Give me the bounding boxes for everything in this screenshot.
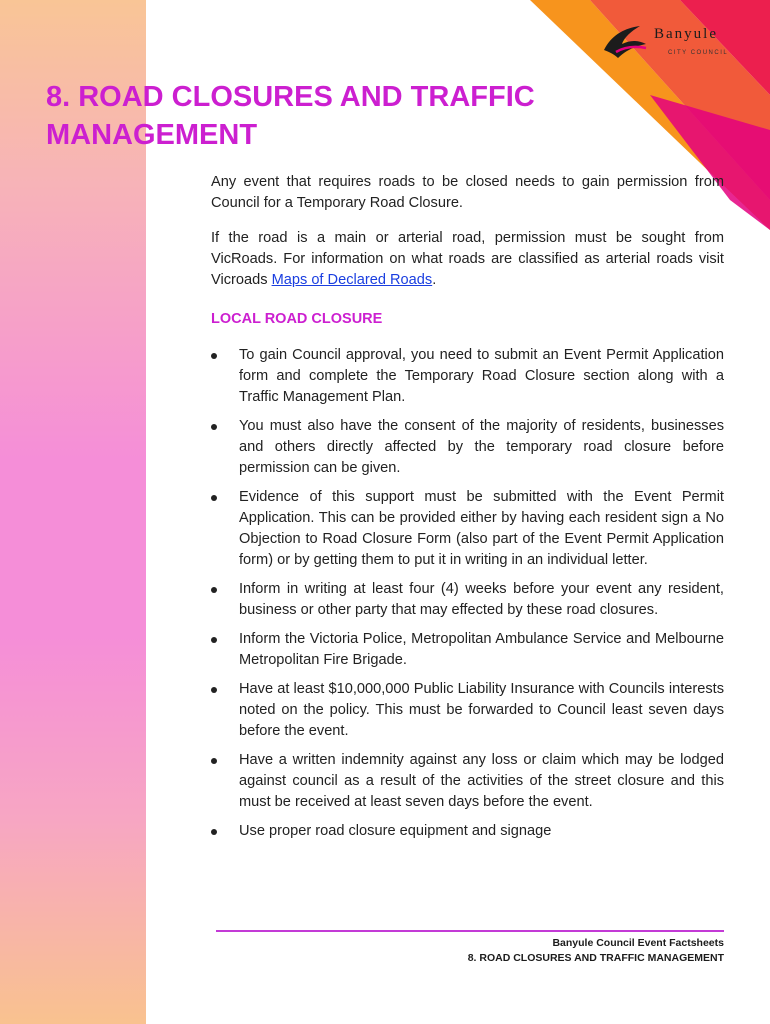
arterial-text-end: .: [432, 272, 437, 288]
requirements-list: [211, 345, 724, 842]
bullet-icon: [211, 758, 217, 764]
list-item-text: Inform in writing at least four (4) weeks before your event any resident, business or other party that may effected by these road closures.: [239, 581, 724, 618]
bullet-icon: [211, 495, 217, 501]
list-item: [211, 345, 724, 408]
bullet-icon: [211, 587, 217, 593]
list-item: [211, 629, 724, 671]
bullet-icon: [211, 829, 217, 835]
footer-divider: [216, 930, 724, 932]
list-item-text: Use proper road closure equipment and signage: [239, 823, 552, 839]
list-item-text: Have a written indemnity against any loss or claim which may be lodged against council as a result of the activities of the street closure and this must be received at least seven days before the event.: [239, 752, 724, 810]
bullet-icon: [211, 353, 217, 359]
list-item: [211, 579, 724, 621]
bullet-icon: [211, 424, 217, 430]
maps-of-declared-roads-link[interactable]: Maps of Declared Roads: [271, 272, 433, 288]
page-title: 8. ROAD CLOSURES AND TRAFFIC MANAGEMENT: [46, 81, 535, 151]
list-item: [211, 750, 724, 813]
bullet-icon: [211, 687, 217, 693]
section-heading: LOCAL ROAD CLOSURE: [211, 311, 383, 327]
list-item: [211, 679, 724, 742]
list-item-text: You must also have the consent of the majority of residents, businesses and others directly affected by the temporary road closure before permission can be given.: [239, 418, 724, 476]
bullet-icon: [211, 637, 217, 643]
list-item: [211, 416, 724, 479]
list-item-text: Inform the Victoria Police, Metropolitan Ambulance Service and Melbourne Metropolitan Fire Brigade.: [239, 631, 724, 668]
intro-paragraph: Any event that requires roads to be closed needs to gain permission from Council for a Temporary Road Closure.: [211, 174, 724, 211]
list-item: [211, 487, 724, 571]
list-item: [211, 821, 724, 842]
page-footer: [468, 936, 724, 966]
footer-series: Banyule Council Event Factsheets: [552, 937, 724, 949]
list-item-text: To gain Council approval, you need to submit an Event Permit Application form and complete the Temporary Road Closure section along with a Traffic Management Plan.: [239, 347, 724, 405]
main-content: [211, 172, 724, 850]
logo-subtitle: CITY COUNCIL: [668, 50, 729, 56]
list-item-text: Have at least $10,000,000 Public Liability Insurance with Councils interests noted on the policy. This must be forwarded to Council least seven days before the event.: [239, 681, 724, 739]
list-item-text: Evidence of this support must be submitted with the Event Permit Application. This can be provided either by having each resident sign a No Objection to Road Closure Form (also part of the Event Permit Application form) or by getting them to put it in writing in an individual letter.: [239, 489, 724, 568]
arterial-paragraph: [211, 228, 724, 291]
logo-name: Banyule: [654, 26, 718, 42]
footer-title: 8. ROAD CLOSURES AND TRAFFIC MANAGEMENT: [467, 952, 724, 964]
arterial-text: If the road is a main or arterial road, permission must be sought from VicRoads. For information on what roads are classified as arterial roads visit Vicroads: [211, 230, 724, 288]
